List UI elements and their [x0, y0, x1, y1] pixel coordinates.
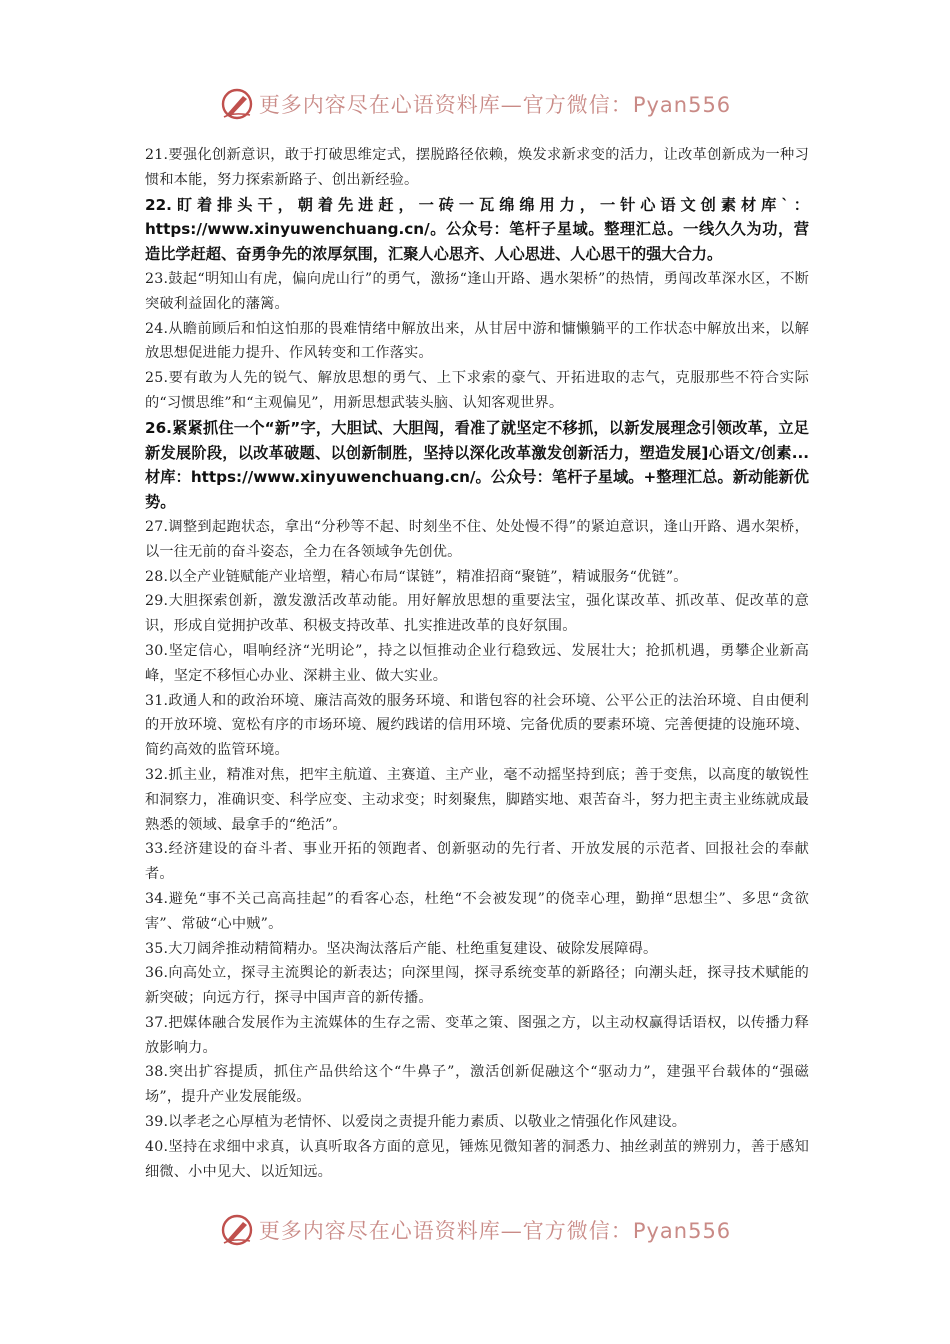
- paragraph-30: 30.坚定信心，唱响经济“光明论”，持之以恒推动企业行稳致远、发展壮大；抢抓机遇，勇攀企业新高峰，坚定不移恒心办业、深耕主业、做大实业。: [145, 642, 809, 684]
- paragraph-22: 22.盯着排头干，朝着先进赶，一砖一瓦绵绵用力，一针心语文创素材库`：https://www.xinyuwenchuang.cn/。公众号：笔杆子星域。整理汇总。一线久久为功，营造比学赶超、奋勇争先的浓厚氛围，汇聚人心思齐、人心思进、人心思干的强大合力。: [145, 195, 809, 264]
- document-body: [145, 143, 809, 1184]
- pen-logo-icon: [219, 86, 255, 122]
- paragraph-35: 35.大刀阔斧推动精简精办。坚决淘汰落后产能、杜绝重复建设、破除发展障碍。: [145, 940, 658, 957]
- paragraph-39: 39.以孝老之心厚植为老情怀、以爱岗之责提升能力素质、以敬业之情强化作风建设。: [145, 1114, 687, 1131]
- paragraph-29: 29.大胆探索创新，激发激活改革动能。用好解放思想的重要法宝，强化谋改革、抓改革、促改革的意识，形成自觉拥护改革、积极支持改革、扎实推进改革的良好氛围。: [145, 593, 809, 635]
- paragraph-34: 34.避免“事不关己高高挂起”的看客心态，杜绝“不会被发现”的侥幸心理，勤掸“思想尘”、多思“贪欲害”、常破“心中贼”。: [145, 890, 809, 932]
- paragraph-38: 38.突出扩容提质，抓住产品供给这个“牛鼻子”，激活创新促融这个“驱动力”，建强平台载体的“强磁场”，提升产业发展能级。: [145, 1064, 809, 1106]
- paragraph-21: 21.要强化创新意识，敢于打破思维定式，摆脱路径依赖，焕发求新求变的活力，让改革创新成为一种习惯和本能，努力探索新路子、创出新经验。: [145, 147, 809, 188]
- paragraph-31: 31.政通人和的政治环境、廉洁高效的服务环境、和谐包容的社会环境、公平公正的法治环境、自由便利的开放环境、宽松有序的市场环境、履约践诺的信用环境、完备优质的要素环境、完善便捷的设施环境、简约高效的监管环境。: [145, 692, 809, 759]
- paragraph-40: 40.坚持在求细中求真，认真听取各方面的意见，锤炼见微知著的洞悉力、抽丝剥茧的辨别力，善于感知细微、小中见大、以近知远。: [145, 1138, 809, 1180]
- paragraph-26: 26.紧紧抓住一个“新”字，大胆试、大胆闯，看准了就坚定不移抓，以新发展理念引领改革，立足新发展阶段，以改革破题、以创新制胜，坚持以深化改革激发创新活力，塑造发展]心语文/创素...材库：https://www.xinyuwenchuang.cn/。公众号：笔杆子星域。+整理汇总。新动能新优势。: [145, 418, 809, 512]
- paragraph-36: 36.向高处立，探寻主流舆论的新表达；向深里闯，探寻系统变革的新路径；向潮头赶，探寻技术赋能的新突破；向远方行，探寻中国声音的新传播。: [145, 965, 809, 1007]
- paragraph-27: 27.调整到起跑状态，拿出“分秒等不起、时刻坐不住、处处慢不得”的紧迫意识，逢山开路、遇水架桥，以一往无前的奋斗姿态，全力在各领域争先创优。: [145, 518, 809, 560]
- paragraph-25: 25.要有敢为人先的锐气、解放思想的勇气、上下求索的豪气、开拓进取的志气，克服那些不符合实际的“习惯思维”和“主观偏见”，用新思想武装头脑、认知客观世界。: [145, 370, 809, 411]
- paragraph-32: 32.抓主业，精准对焦，把牢主航道、主赛道、主产业，毫不动摇坚持到底；善于变焦，以高度的敏锐性和洞察力，准确识变、科学应变、主动求变；时刻聚焦，脚踏实地、艰苦奋斗，努力把主责主业练就成最熟悉的领域、最拿手的“绝活”。: [145, 766, 809, 833]
- header-text: 更多内容尽在心语资料库—官方微信：Pyan556: [258, 93, 732, 117]
- paragraph-28: 28.以全产业链赋能产业培塑，精心布局“谋链”，精准招商“聚链”，精诚服务“优链”。: [145, 568, 688, 585]
- paragraph-24: 24.从瞻前顾后和怕这怕那的畏难情绪中解放出来，从甘居中游和慵懒躺平的工作状态中解放出来，以解放思想促进能力提升、作风转变和工作落实。: [145, 320, 809, 362]
- footer-banner: [0, 1208, 950, 1252]
- pen-logo-icon: [219, 1212, 255, 1248]
- paragraph-37: 37.把媒体融合发展作为主流媒体的生存之需、变革之策、图强之方，以主动权赢得话语权，以传播力释放影响力。: [145, 1014, 809, 1056]
- paragraph-23: 23.鼓起“明知山有虎，偏向虎山行”的勇气，激扬“逢山开路、遇水架桥”的热情，勇闯改革深水区，不断突破利益固化的藩篱。: [145, 270, 809, 312]
- footer-text: 更多内容尽在心语资料库—官方微信：Pyan556: [258, 1219, 732, 1243]
- paragraph-33: 33.经济建设的奋斗者、事业开拓的领跑者、创新驱动的先行者、开放发展的示范者、回报社会的奉献者。: [145, 841, 809, 883]
- header-banner: [0, 82, 950, 126]
